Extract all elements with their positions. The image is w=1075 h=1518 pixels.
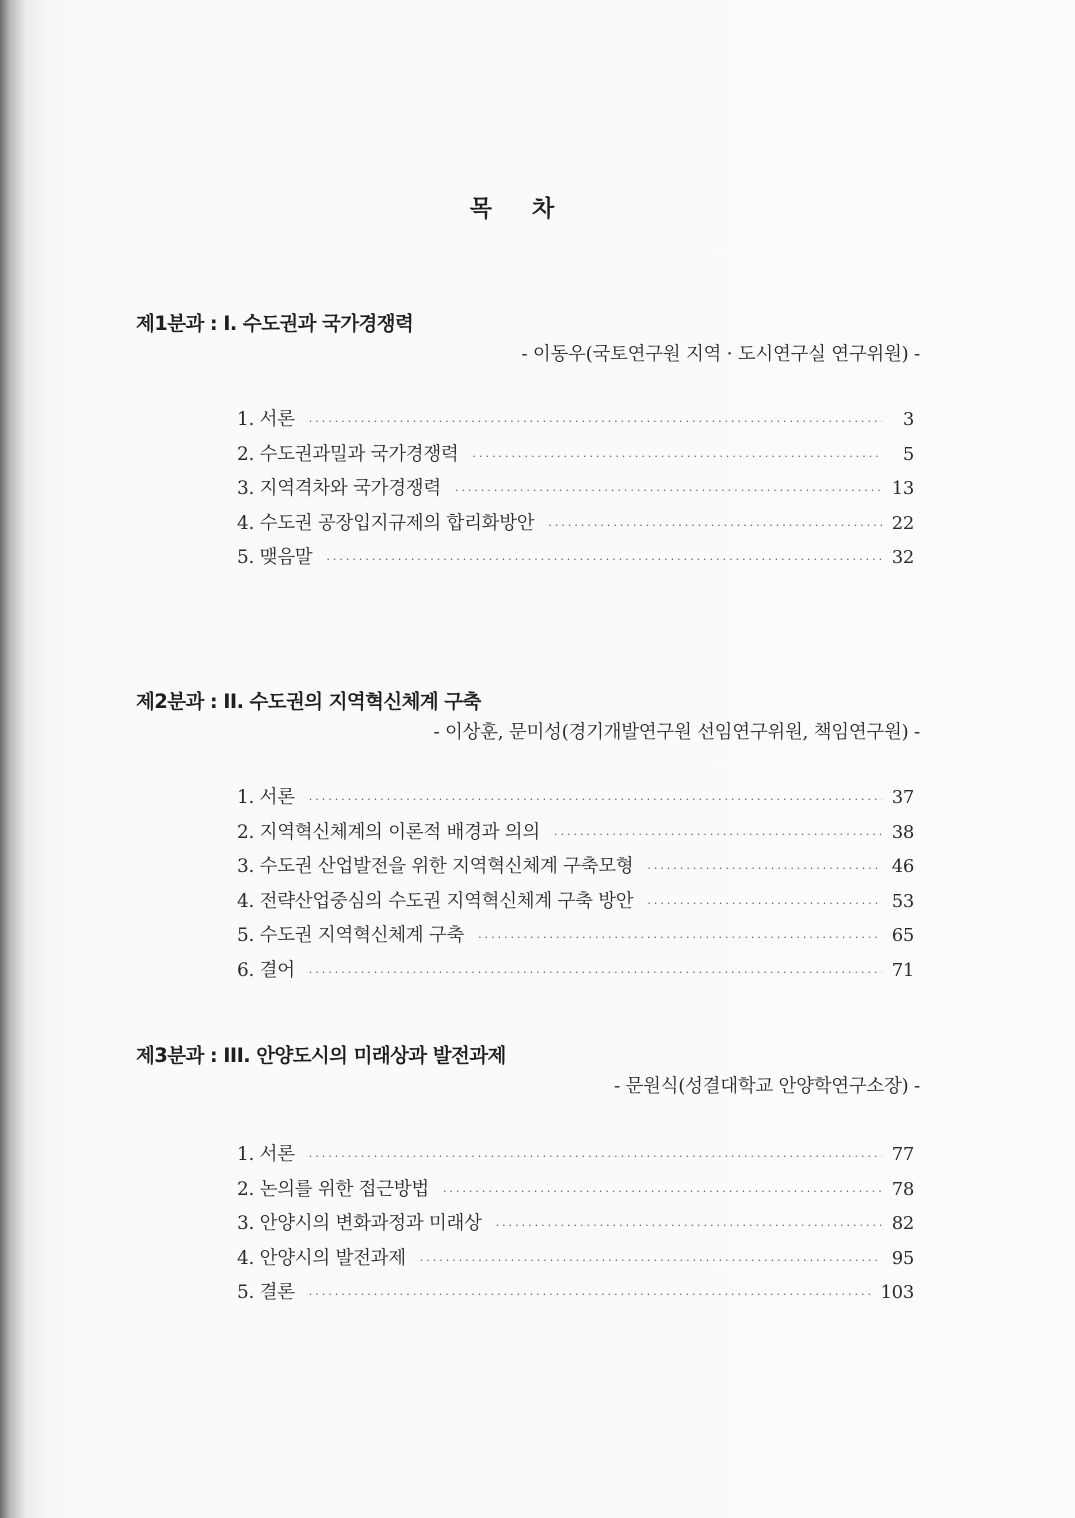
toc-entry[interactable] [237, 1278, 914, 1313]
toc-entry-page: 82 [891, 1213, 914, 1234]
toc-leader-dots [443, 1185, 882, 1198]
toc-leader-dots [309, 1288, 871, 1301]
toc-leader-dots [309, 793, 882, 806]
toc-leader-dots [326, 553, 881, 566]
toc-entry-page: 71 [891, 959, 914, 981]
toc-leader-dots [309, 415, 882, 428]
toc-entry[interactable] [237, 1244, 914, 1279]
toc-entry-page: 32 [891, 547, 914, 568]
toc-entry-label: 4. 안양시의 발전과제 [237, 1247, 406, 1269]
toc-entry-label: 5. 맺음말 [237, 547, 313, 568]
toc-entry[interactable] [237, 852, 914, 887]
toc-entry-label: 2. 수도권과밀과 국가경쟁력 [237, 443, 459, 465]
toc-entry-label: 5. 수도권 지역혁신체계 구축 [237, 925, 465, 946]
toc-entry-label: 3. 안양시의 변화과정과 미래상 [237, 1213, 482, 1234]
page-title: 목 차 [469, 196, 571, 222]
toc-entry[interactable] [237, 783, 914, 818]
toc-leader-dots [496, 1219, 882, 1232]
toc-leader-dots [548, 519, 881, 532]
toc-entry[interactable] [237, 474, 914, 509]
part-1-toc [237, 405, 914, 578]
toc-entry-label: 1. 서론 [237, 787, 295, 808]
toc-entry[interactable] [237, 887, 914, 922]
part-1-heading: 제1분과 : I. 수도권과 국가경쟁력 [136, 312, 414, 335]
toc-entry[interactable] [237, 1209, 914, 1244]
toc-leader-dots [309, 1150, 882, 1163]
part-3-heading: 제3분과 : III. 안양도시의 미래상과 발전과제 [136, 1044, 506, 1067]
toc-entry[interactable] [237, 818, 914, 853]
toc-entry[interactable] [237, 1140, 914, 1175]
part-2-author: - 이상훈, 문미성(경기개발연구원 선임연구위원, 책임연구원) - [433, 722, 920, 743]
toc-leader-dots [647, 897, 881, 910]
toc-entry-label: 5. 결론 [237, 1282, 295, 1303]
toc-entry-label: 4. 수도권 공장입지규제의 합리화방안 [237, 512, 535, 534]
toc-entry-page: 95 [891, 1247, 914, 1269]
toc-entry-label: 1. 서론 [237, 1144, 295, 1165]
toc-leader-dots [473, 450, 883, 463]
toc-entry[interactable] [237, 405, 914, 440]
toc-entry-page: 5 [902, 443, 914, 465]
toc-entry-label: 2. 지역혁신체계의 이론적 배경과 의의 [237, 821, 540, 843]
toc-entry[interactable] [237, 440, 914, 475]
toc-entry-page: 22 [891, 512, 914, 534]
toc-leader-dots [554, 828, 882, 841]
toc-entry-label: 3. 지역격차와 국가경쟁력 [237, 478, 441, 499]
toc-entry[interactable] [237, 956, 914, 991]
toc-entry-page: 46 [891, 856, 914, 877]
part-1-author: - 이동우(국토연구원 지역 · 도시연구실 연구위원) - [521, 344, 920, 365]
toc-leader-dots [478, 931, 882, 944]
toc-entry[interactable] [237, 921, 914, 956]
part-2-heading: 제2분과 : II. 수도권의 지역혁신체계 구축 [136, 690, 481, 713]
toc-entry-label: 4. 전략산업중심의 수도권 지역혁신체계 구축 방안 [237, 890, 634, 912]
toc-entry[interactable] [237, 543, 914, 578]
toc-entry-page: 65 [891, 925, 914, 946]
toc-leader-dots [420, 1254, 882, 1267]
toc-leader-dots [309, 966, 882, 979]
toc-entry-label: 1. 서론 [237, 409, 295, 430]
toc-entry-label: 2. 논의를 위한 접근방법 [237, 1178, 429, 1200]
part-2-toc [237, 783, 914, 990]
toc-entry-page: 53 [891, 890, 914, 912]
toc-entry[interactable] [237, 1175, 914, 1210]
toc-entry-page: 103 [880, 1282, 914, 1303]
toc-entry-page: 38 [891, 821, 914, 843]
toc-entry-page: 77 [891, 1144, 914, 1165]
part-3-author: - 문원식(성결대학교 안양학연구소장) - [613, 1076, 920, 1097]
toc-leader-dots [455, 484, 882, 497]
toc-entry[interactable] [237, 509, 914, 544]
toc-entry-page: 13 [891, 478, 914, 499]
toc-entry-page: 78 [891, 1178, 914, 1200]
toc-entry-label: 3. 수도권 산업발전을 위한 지역혁신체계 구축모형 [237, 856, 634, 877]
toc-entry-label: 6. 결어 [237, 959, 295, 981]
part-3-toc [237, 1140, 914, 1313]
toc-entry-page: 3 [902, 409, 914, 430]
toc-entry-page: 37 [891, 787, 914, 808]
toc-leader-dots [647, 862, 881, 875]
